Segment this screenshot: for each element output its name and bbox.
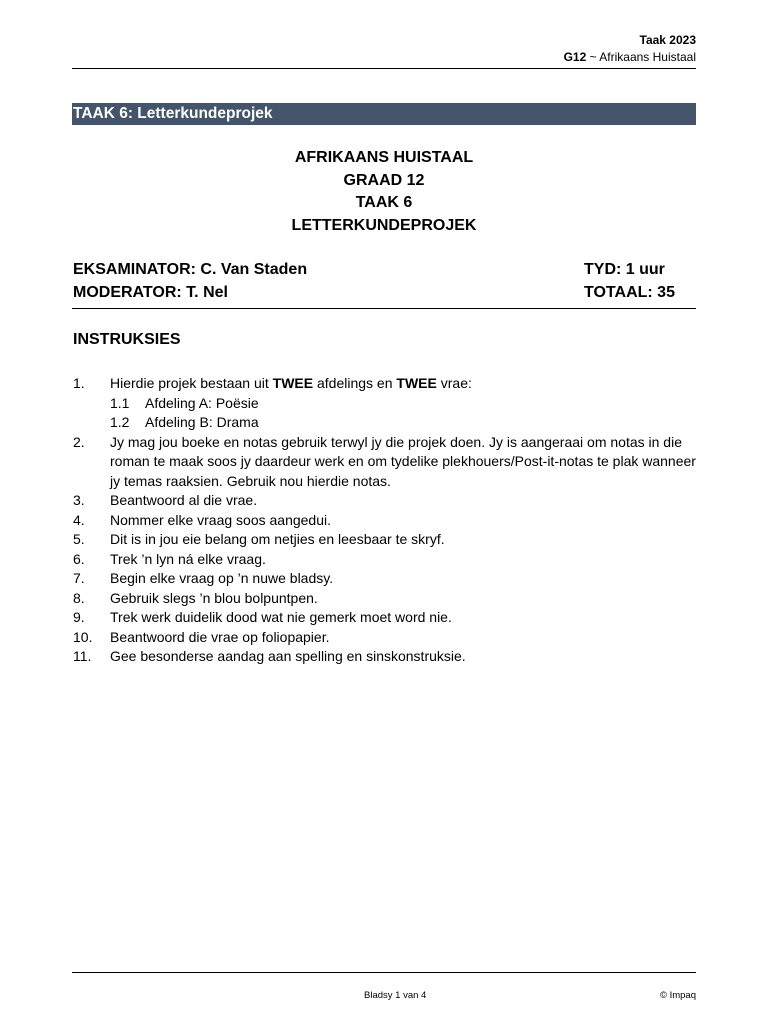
- item-text: [110, 374, 696, 394]
- footer-divider: [72, 972, 696, 973]
- header-divider: [72, 68, 696, 69]
- item-number: 2.: [73, 433, 85, 450]
- list-item: [73, 491, 696, 511]
- item-text: Beantwoord die vrae op foliopapier.: [110, 628, 330, 645]
- item-text: Dit is in jou eie belang om netjies en leesbaar te skryf.: [110, 531, 445, 547]
- header-year: Taak 2023: [639, 33, 696, 47]
- meta-divider: [72, 308, 696, 309]
- sub-item-number: 1.1: [110, 394, 130, 411]
- item-text: Gebruik slegs ’n blou bolpuntpen.: [110, 589, 318, 606]
- item-number: 3.: [73, 492, 85, 508]
- title-grade: GRAAD 12: [343, 171, 425, 189]
- item-number: 1.: [73, 375, 85, 391]
- list-item: [73, 550, 696, 570]
- item-text: Trek werk duidelik dood wat nie gemerk moet word nie.: [110, 609, 452, 625]
- list-item: [73, 608, 696, 628]
- item-text: Begin elke vraag op ’n nuwe bladsy.: [110, 570, 334, 586]
- copyright-notice: © Impaq: [659, 990, 696, 1001]
- header-grade: G12: [563, 50, 587, 64]
- item-text-bold: TWEE: [396, 375, 437, 391]
- item-number: 11.: [73, 648, 92, 664]
- title-project: LETTERKUNDEPROJEK: [291, 216, 477, 234]
- item-text: Trek ’n lyn ná elke vraag.: [110, 550, 266, 567]
- list-item: [73, 433, 696, 492]
- item-number: 9.: [73, 609, 85, 625]
- list-item: [73, 628, 696, 648]
- title-task: TAAK 6: [355, 194, 413, 211]
- total-marks: TOTAAL: 35: [584, 284, 675, 301]
- header-subject: [564, 49, 696, 66]
- time-allowed: TYD: 1 uur: [584, 261, 665, 278]
- page-number: Bladsy 1 van 4: [364, 990, 427, 1001]
- meta-row-examiner: [72, 259, 696, 281]
- item-number: 4.: [73, 511, 85, 528]
- moderator: MODERATOR: T. Nel: [73, 284, 228, 301]
- item-number: 7.: [73, 570, 85, 586]
- item-text-bold: TWEE: [272, 375, 314, 391]
- item-text: Gee besonderse aandag aan spelling en sinskonstruksie.: [110, 648, 466, 664]
- list-item: [73, 589, 696, 609]
- sub-item: [73, 413, 696, 433]
- sub-item-text: Afdeling B: Drama: [145, 414, 259, 430]
- page-header: [564, 32, 696, 66]
- item-number: 10.: [73, 628, 93, 645]
- list-item: [73, 530, 696, 550]
- document-title: [72, 147, 696, 237]
- meta-row-moderator: [72, 282, 696, 304]
- item-number: 8.: [73, 589, 85, 606]
- list-item: [73, 511, 696, 531]
- item-number: 5.: [73, 531, 85, 547]
- title-subject: AFRIKAANS HUISTAAL: [294, 149, 474, 166]
- sub-item-number: 1.2: [110, 414, 130, 430]
- item-number: 6.: [73, 550, 85, 567]
- item-text: Nommer elke vraag soos aangedui.: [110, 511, 332, 528]
- item-text-part: Hierdie projek bestaan uit: [110, 375, 273, 391]
- list-item: [73, 647, 696, 667]
- list-item: [73, 569, 696, 589]
- examiner: EKSAMINATOR: C. Van Staden: [73, 261, 308, 278]
- list-item: [73, 374, 696, 394]
- sub-item-text: Afdeling A: Poësie: [145, 394, 259, 411]
- instructions-heading: INSTRUKSIES: [73, 331, 181, 348]
- header-subject-name: ~ Afrikaans Huistaal: [586, 50, 696, 64]
- instructions-list: [73, 374, 696, 667]
- sub-item: [73, 394, 696, 414]
- item-text: Jy mag jou boeke en notas gebruik terwyl jy die projek doen. Jy is aangeraai om notas in die roman te maak soos jy daardeur werk en om tydelike plekhouers/Post-it-notas te plak wanneer jy temas raaksien. Gebruik nou hierdie notas.: [110, 433, 696, 489]
- task-title-bar: TAAK 6: Letterkundeprojek: [72, 103, 696, 125]
- item-text-part: afdelings en: [313, 375, 397, 391]
- item-text-part: vrae:: [436, 375, 472, 391]
- item-text: Beantwoord al die vrae.: [110, 492, 258, 508]
